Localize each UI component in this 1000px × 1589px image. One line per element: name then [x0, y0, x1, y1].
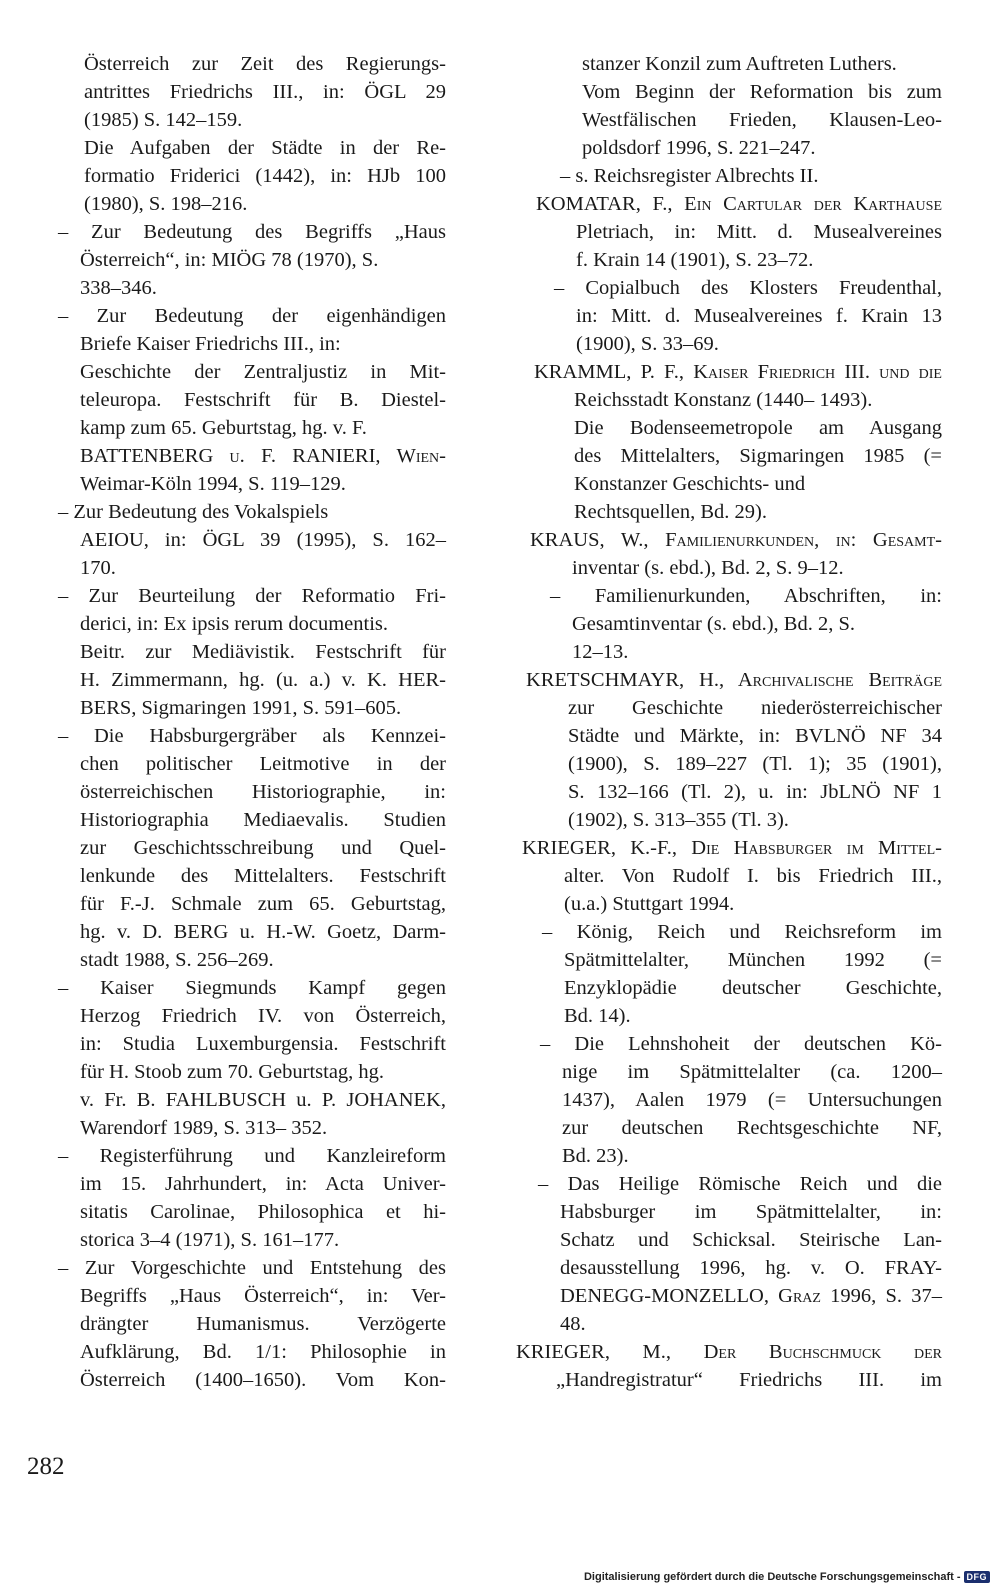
text-line: Konstanzer Geschichts- und — [574, 473, 806, 495]
text-line: Pletriach, in: Mitt. d. Musealvereines — [576, 221, 942, 243]
text-line: – Familienurkunden, Abschriften, in: — [550, 585, 942, 607]
text-line: inventar (s. ebd.), Bd. 2, S. 9–12. — [572, 557, 844, 579]
text-line: KRAUS, W., Familienurkunden, in: Gesamt- — [530, 529, 942, 551]
text-line: Schatz und Schicksal. Steirische Lan- — [560, 1229, 942, 1251]
text-line: Herzog Friedrich IV. von Österreich, — [80, 1005, 446, 1027]
text-line: Bd. 14). — [564, 1005, 631, 1027]
text-line: Historiographia Mediaevalis. Studien — [80, 809, 446, 831]
text-line: KRIEGER, M., Der Buchschmuck der — [516, 1341, 942, 1363]
text-line: stanzer Konzil zum Auftreten Luthers. — [582, 53, 897, 75]
text-line: – Das Heilige Römische Reich und die — [538, 1173, 942, 1195]
text-line: hg. v. D. BERG u. H.-W. Goetz, Darm- — [80, 921, 446, 943]
text-line: „Handregistratur“ Friedrichs III. im — [556, 1369, 942, 1391]
text-line: lenkunde des Mittelalters. Festschrift — [80, 865, 446, 887]
text-line: zur deutschen Rechtsgeschichte NF, — [562, 1117, 942, 1139]
text-line: KOMATAR, F., Ein Cartular der Karthause — [536, 193, 942, 215]
text-line: Reichsstadt Konstanz (1440– 1493). — [574, 389, 873, 411]
text-line: – Zur Beurteilung der Reformatio Fri- — [58, 585, 446, 607]
text-line: Habsburger im Spätmittelalter, in: — [560, 1201, 942, 1223]
text-line: in: Studia Luxemburgensia. Festschrift — [80, 1033, 446, 1055]
text-line: antrittes Friedrichs III., in: ÖGL 29 — [84, 81, 446, 103]
text-line: BATTENBERG u. F. RANIERI, Wien- — [80, 445, 446, 467]
text-line: – Kaiser Siegmunds Kampf gegen — [58, 977, 446, 999]
text-line: nige im Spätmittelalter (ca. 1200– — [562, 1061, 942, 1083]
text-line: für H. Stoob zum 70. Geburtstag, hg. — [80, 1061, 385, 1083]
text-line: KRETSCHMAYR, H., Archivalische Beiträge — [526, 669, 942, 691]
page-number: 282 — [27, 1453, 65, 1480]
text-line: – Zur Bedeutung der eigenhändigen — [58, 305, 446, 327]
left-column — [48, 50, 446, 1394]
text-line: kamp zum 65. Geburtstag, hg. v. F. — [80, 417, 367, 439]
text-line: für F.-J. Schmale zum 65. Geburtstag, — [80, 893, 446, 915]
text-line: Gesamtinventar (s. ebd.), Bd. 2, S. — [572, 613, 855, 635]
right-column — [516, 50, 942, 1394]
text-line: Warendorf 1989, S. 313– 352. — [80, 1117, 328, 1139]
text-line: 48. — [560, 1313, 586, 1335]
text-line: – König, Reich und Reichsreform im — [542, 921, 942, 943]
text-line: (1900), S. 33–69. — [576, 333, 719, 355]
text-line: KRAMML, P. F., Kaiser Friedrich III. und die — [534, 361, 942, 383]
text-line: – Zur Bedeutung des Vokalspiels — [58, 501, 329, 523]
text-line: (1900), S. 189–227 (Tl. 1); 35 (1901), — [568, 753, 942, 775]
text-line: (1985) S. 142–159. — [84, 109, 243, 131]
text-line: BERS, Sigmaringen 1991, S. 591–605. — [80, 697, 402, 719]
text-line: storica 3–4 (1971), S. 161–177. — [80, 1229, 340, 1251]
text-line: zur Geschichtsschreibung und Quel- — [80, 837, 446, 859]
text-line: 12–13. — [572, 641, 629, 663]
text-line: Geschichte der Zentraljustiz in Mit- — [80, 361, 446, 383]
text-line: stadt 1988, S. 256–269. — [80, 949, 274, 971]
text-line: – Die Habsburgergräber als Kennzei- — [58, 725, 446, 747]
text-line: Begriffs „Haus Österreich“, in: Ver- — [80, 1285, 446, 1307]
dfg-logo-icon: DFG — [964, 1571, 991, 1583]
text-line: Enzyklopädie deutscher Geschichte, — [564, 977, 942, 999]
text-line: Beitr. zur Mediävistik. Festschrift für — [80, 641, 446, 663]
text-line: – Registerführung und Kanzleireform — [58, 1145, 446, 1167]
text-line: – Die Lehnshoheit der deutschen Kö- — [540, 1033, 942, 1055]
text-line: v. Fr. B. FAHLBUSCH u. P. JOHANEK, — [80, 1089, 446, 1111]
text-line: Die Aufgaben der Städte in der Re- — [84, 137, 446, 159]
text-line: Österreich (1400–1650). Vom Kon- — [80, 1369, 446, 1391]
text-line: derici, in: Ex ipsis rerum documentis. — [80, 613, 389, 635]
text-line: in: Mitt. d. Musealvereines f. Krain 13 — [576, 305, 942, 327]
text-line: AEIOU, in: ÖGL 39 (1995), S. 162– — [80, 529, 446, 551]
text-line: – Zur Bedeutung des Begriffs „Haus — [58, 221, 446, 243]
text-line: S. 132–166 (Tl. 2), u. in: JbLNÖ NF 1 — [568, 781, 942, 803]
text-line: H. Zimmermann, hg. (u. a.) v. K. HER- — [80, 669, 446, 691]
text-line: (1980), S. 198–216. — [84, 193, 248, 215]
text-line: Spätmittelalter, München 1992 (= — [564, 949, 942, 971]
text-line: formatio Friderici (1442), in: HJb 100 — [84, 165, 446, 187]
text-line: des Mittelalters, Sigmaringen 1985 (= — [574, 445, 942, 467]
footer-text: Digitalisierung gefördert durch die Deutsche Forschungsgemeinschaft - — [583, 1571, 961, 1583]
text-line: im 15. Jahrhundert, in: Acta Univer- — [80, 1173, 446, 1195]
text-line: 170. — [80, 557, 116, 579]
text-line: Städte und Märkte, in: BVLNÖ NF 34 — [568, 725, 942, 747]
text-line: 338–346. — [80, 277, 157, 299]
text-line: Die Bodenseemetropole am Ausgang — [574, 417, 942, 439]
text-line: Österreich zur Zeit des Regierungs- — [84, 53, 446, 75]
text-line: sitatis Carolinae, Philosophica et hi- — [80, 1201, 446, 1223]
text-line: – Copialbuch des Klosters Freudenthal, — [554, 277, 942, 299]
text-line: f. Krain 14 (1901), S. 23–72. — [576, 249, 814, 271]
digitization-footer — [584, 1571, 990, 1583]
text-line: Aufklärung, Bd. 1/1: Philosophie in — [80, 1341, 446, 1363]
text-line: Österreich“, in: MIÖG 78 (1970), S. — [80, 249, 379, 271]
text-line: Bd. 23). — [562, 1145, 629, 1167]
text-line: desausstellung 1996, hg. v. O. FRAY- — [560, 1257, 942, 1279]
text-line: – Zur Vorgeschichte und Entstehung des — [58, 1257, 446, 1279]
text-line: poldsdorf 1996, S. 221–247. — [582, 137, 816, 159]
text-line: Vom Beginn der Reformation bis zum — [582, 81, 942, 103]
text-line: (u.a.) Stuttgart 1994. — [564, 893, 735, 915]
text-line: alter. Von Rudolf I. bis Friedrich III., — [564, 865, 942, 887]
text-line: (1902), S. 313–355 (Tl. 3). — [568, 809, 789, 831]
text-line: KRIEGER, K.-F., Die Habsburger im Mittel- — [522, 837, 942, 859]
text-line: drängter Humanismus. Verzögerte — [80, 1313, 446, 1335]
text-line: – s. Reichsregister Albrechts II. — [560, 165, 819, 187]
text-line: teleuropa. Festschrift für B. Diestel- — [80, 389, 446, 411]
text-line: chen politischer Leitmotive in der — [80, 753, 446, 775]
text-line: österreichischen Historiographie, in: — [80, 781, 446, 803]
text-line: Westfälischen Frieden, Klausen-Leo- — [582, 109, 942, 131]
text-line: Weimar-Köln 1994, S. 119–129. — [80, 473, 346, 495]
text-line: Briefe Kaiser Friedrichs III., in: — [80, 333, 341, 355]
text-line: DENEGG-MONZELLO, Graz 1996, S. 37– — [560, 1285, 942, 1307]
text-line: zur Geschichte niederösterreichischer — [568, 697, 942, 719]
text-line: 1437), Aalen 1979 (= Untersuchungen — [562, 1089, 942, 1111]
text-line: Rechtsquellen, Bd. 29). — [574, 501, 768, 523]
